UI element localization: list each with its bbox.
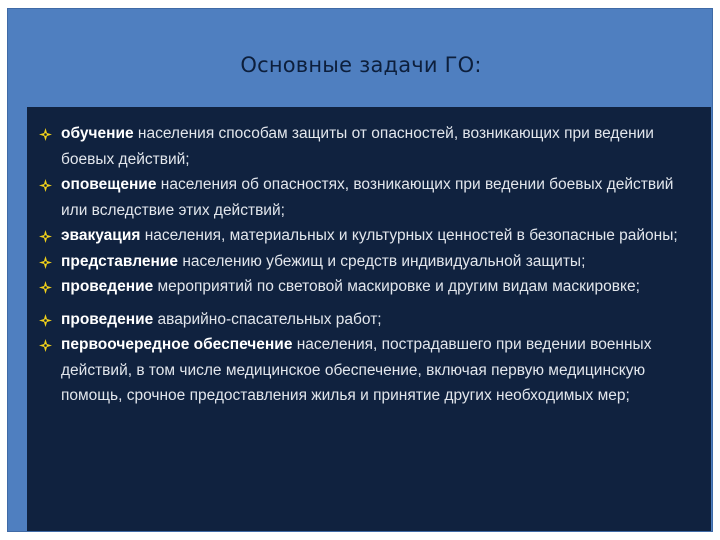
item-keyword: проведение (61, 310, 154, 328)
list-item (39, 274, 703, 300)
item-text: мероприятий по световой маскировке и другим видам маскировке; (153, 278, 640, 295)
item-keyword: первоочередное обеспечение (61, 336, 293, 353)
tasks-list (39, 121, 703, 409)
diamond-bullet-icon (39, 281, 52, 294)
item-keyword: оповещение (61, 176, 157, 193)
slide (7, 8, 713, 532)
item-text: населения способам защиты от опасностей, возникающих при ведении боевых действий; (61, 125, 654, 168)
item-text: населения об опасностях, возникающих при ведении боевых действий или вследствие этих действий; (61, 176, 674, 219)
content-panel (27, 107, 711, 532)
slide-title: Основные задачи ГО: (240, 53, 482, 77)
list-item (39, 332, 703, 409)
list-item (39, 307, 703, 333)
list-item (39, 223, 703, 249)
diamond-bullet-icon (39, 256, 52, 269)
list-item (39, 249, 703, 275)
item-text: аварийно-спасательных работ; (153, 310, 382, 328)
item-keyword: проведение (61, 278, 154, 295)
list-item (39, 172, 703, 223)
item-text: населения, материальных и культурных ценностей в безопасные районы; (140, 227, 678, 244)
item-text: населения, пострадавшего при ведении военных действий, в том числе медицинское обеспечение, включая первую медицинскую помощь, срочное предоставления жилья и принятие других необходимых мер; (61, 336, 652, 404)
item-keyword: эвакуация (61, 227, 141, 244)
diamond-bullet-icon (39, 230, 52, 243)
diamond-bullet-icon (39, 128, 52, 141)
item-text: населению убежищ и средств индивидуальной защиты; (178, 252, 586, 270)
item-keyword: обучение (61, 125, 134, 142)
diamond-bullet-icon (39, 179, 52, 192)
item-keyword: представление (61, 252, 179, 270)
diamond-bullet-icon (39, 339, 52, 352)
list-item (39, 121, 703, 172)
diamond-bullet-icon (39, 314, 52, 327)
